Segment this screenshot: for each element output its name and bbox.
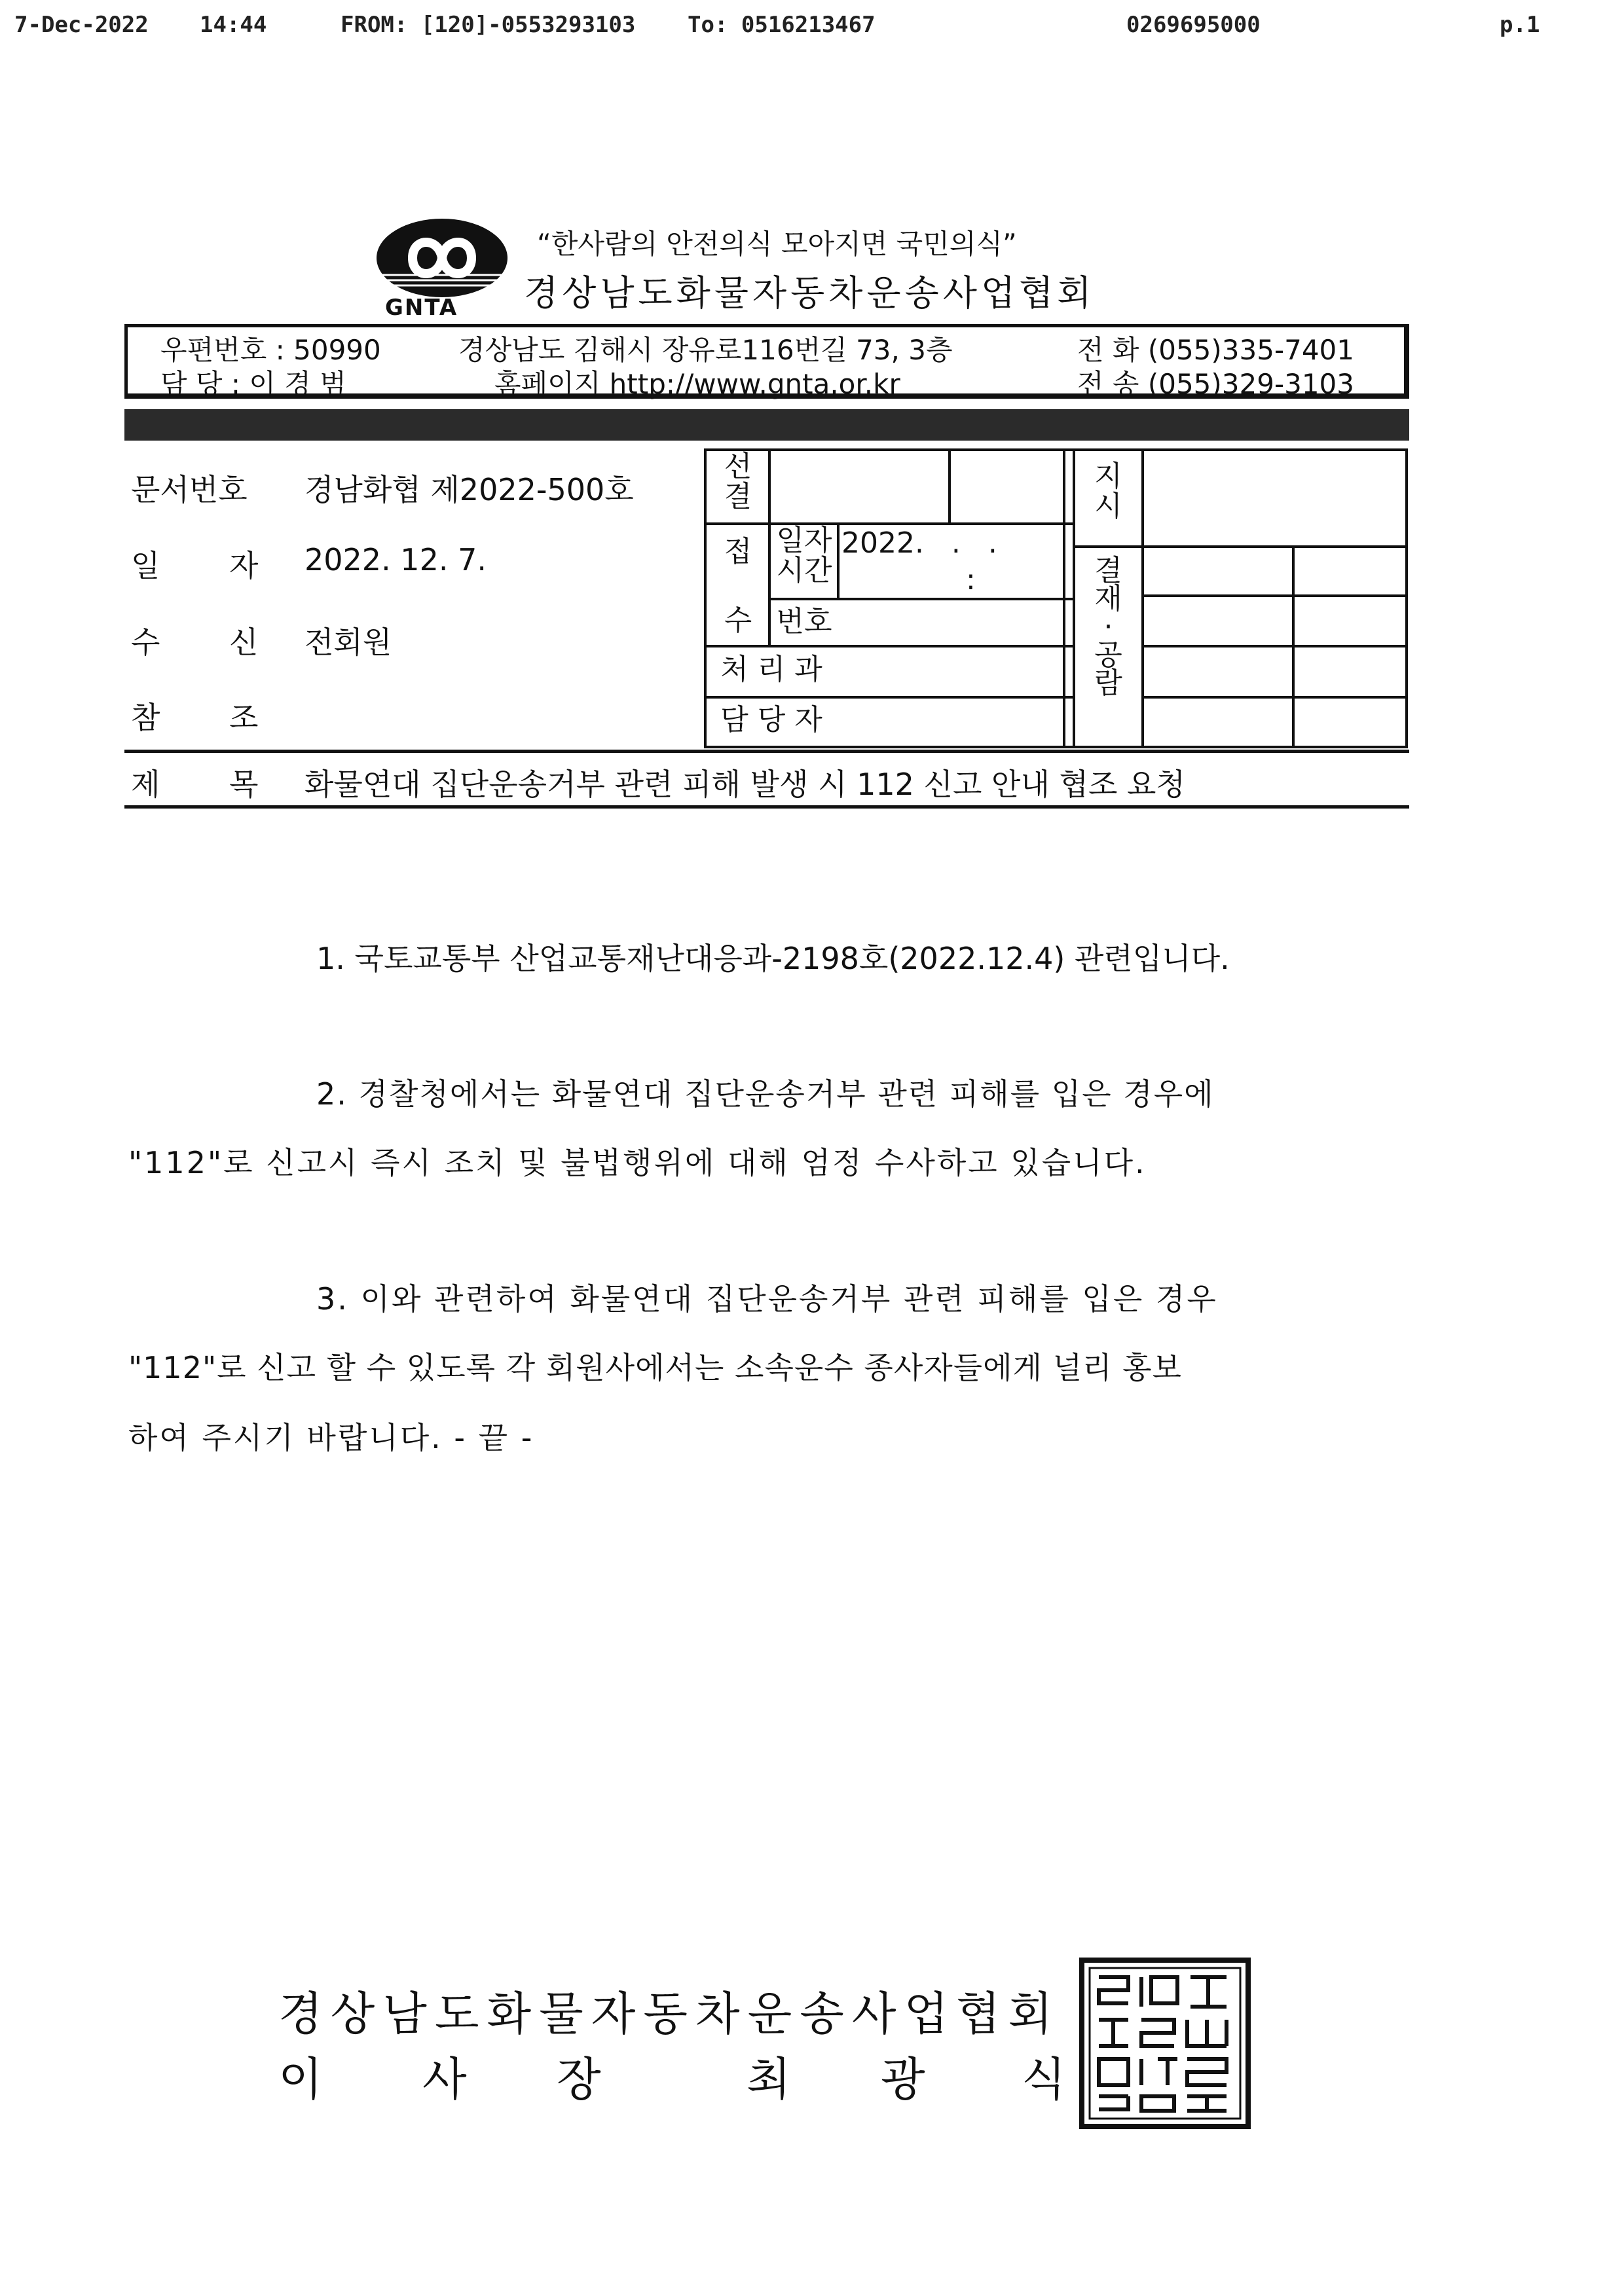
cell-jisi: 지 시 <box>1094 460 1122 524</box>
doc-number: 경남화협 제2022-500호 <box>304 472 634 507</box>
fax-time: 14:44 <box>200 12 267 38</box>
recipient: 전회원 <box>304 625 392 660</box>
fax-id: 0269695000 <box>1126 12 1261 38</box>
paragraph-3-line-3: 하여 주시기 바랍니다. - 끝 - <box>128 1420 534 1455</box>
paragraph-3-line-1: 3. 이와 관련하여 화물연대 집단운송거부 관련 피해를 입은 경우 <box>316 1281 1218 1317</box>
paragraph-3-line-2: "112"로 신고 할 수 있도록 각 회원사에서는 소속운수 종사자들에게 널리 홍보 <box>128 1350 1182 1385</box>
cell-damdangja: 담 당 자 <box>720 703 822 737</box>
signature-name-2: 광 <box>881 2052 925 2106</box>
paragraph-2-line-1: 2. 경찰청에서는 화물연대 집단운송거부 관련 피해를 입은 경우에 <box>316 1076 1215 1112</box>
recipient-label-1: 수 <box>131 625 160 660</box>
signature-title-1: 이 <box>278 2052 323 2106</box>
date-label-2: 자 <box>229 548 259 583</box>
signature-name-3: 식 <box>1022 2052 1066 2106</box>
approval-grid <box>704 448 1409 750</box>
receipt-time-field: : <box>966 563 976 596</box>
official-seal-icon <box>1079 1958 1251 2129</box>
recipient-label-2: 신 <box>229 625 259 660</box>
fax-to: To: 0516213467 <box>688 12 876 38</box>
contact-info-box <box>124 324 1409 399</box>
signature-name-1: 최 <box>747 2052 791 2106</box>
subject-divider <box>124 805 1409 809</box>
cell-gyeoljae-gongram: 결 재 · 공 람 <box>1094 554 1122 701</box>
fax-header <box>0 12 1624 45</box>
date-label-1: 일 <box>131 548 160 583</box>
cell-cheorigwa: 처 리 과 <box>720 653 822 686</box>
org-name: 경상남도화물자동차운송사업협회 <box>524 272 1096 314</box>
subject-label-1: 제 <box>131 767 160 802</box>
gnta-logo-icon <box>373 217 511 302</box>
reference-label-2: 조 <box>229 700 259 735</box>
signature-title-3: 장 <box>557 2052 601 2106</box>
fax-date: 7-Dec-2022 <box>14 12 149 38</box>
cell-jeop: 접 <box>724 535 752 568</box>
slogan: “한사람의 안전의식 모아지면 국민의식” <box>537 228 1017 260</box>
doc-date: 2022. 12. 7. <box>304 542 487 577</box>
receipt-date-field: 2022. . . <box>841 526 997 560</box>
fax-from: FROM: [120]-0553293103 <box>341 12 636 38</box>
subject-label-2: 목 <box>229 767 259 802</box>
postal-code: 우편번호 : 50990 <box>160 334 381 366</box>
fax-number: 전 송 (055)329-3103 <box>1077 368 1354 400</box>
doc-number-label: 문서번호 <box>131 472 248 507</box>
cell-seongyeol: 선 결 <box>724 450 752 514</box>
homepage: 홈페이지 http://www.gnta.or.kr <box>494 368 900 400</box>
paragraph-1: 1. 국토교통부 산업교통재난대응과-2198호(2022.12.4) 관련입니다. <box>316 941 1230 976</box>
address: 경상남도 김해시 장유로116번길 73, 3층 <box>458 334 953 366</box>
meta-divider <box>124 750 1409 753</box>
official-seal <box>1079 1958 1251 2129</box>
subject: 화물연대 집단운송거부 관련 피해 발생 시 112 신고 안내 협조 요청 <box>304 767 1185 802</box>
telephone: 전 화 (055)335-7401 <box>1077 334 1354 366</box>
reference-label-1: 참 <box>131 700 160 735</box>
signature-org: 경상남도화물자동차운송사업협회 <box>278 1987 1061 2041</box>
logo-text: GNTA <box>385 295 458 321</box>
cell-su: 수 <box>724 604 752 637</box>
gnta-logo <box>373 217 511 322</box>
contact-person: 담 당 : 이 경 범 <box>160 368 346 400</box>
paragraph-2-line-2: "112"로 신고시 즉시 조치 및 불법행위에 대해 엄정 수사하고 있습니다. <box>128 1145 1147 1180</box>
header-divider-bar <box>124 409 1409 441</box>
cell-beonho: 번호 <box>776 605 832 638</box>
fax-page: p.1 <box>1500 12 1540 38</box>
cell-ilja-sigan: 일자 시간 <box>776 524 832 588</box>
signature-title-2: 사 <box>422 2052 467 2106</box>
